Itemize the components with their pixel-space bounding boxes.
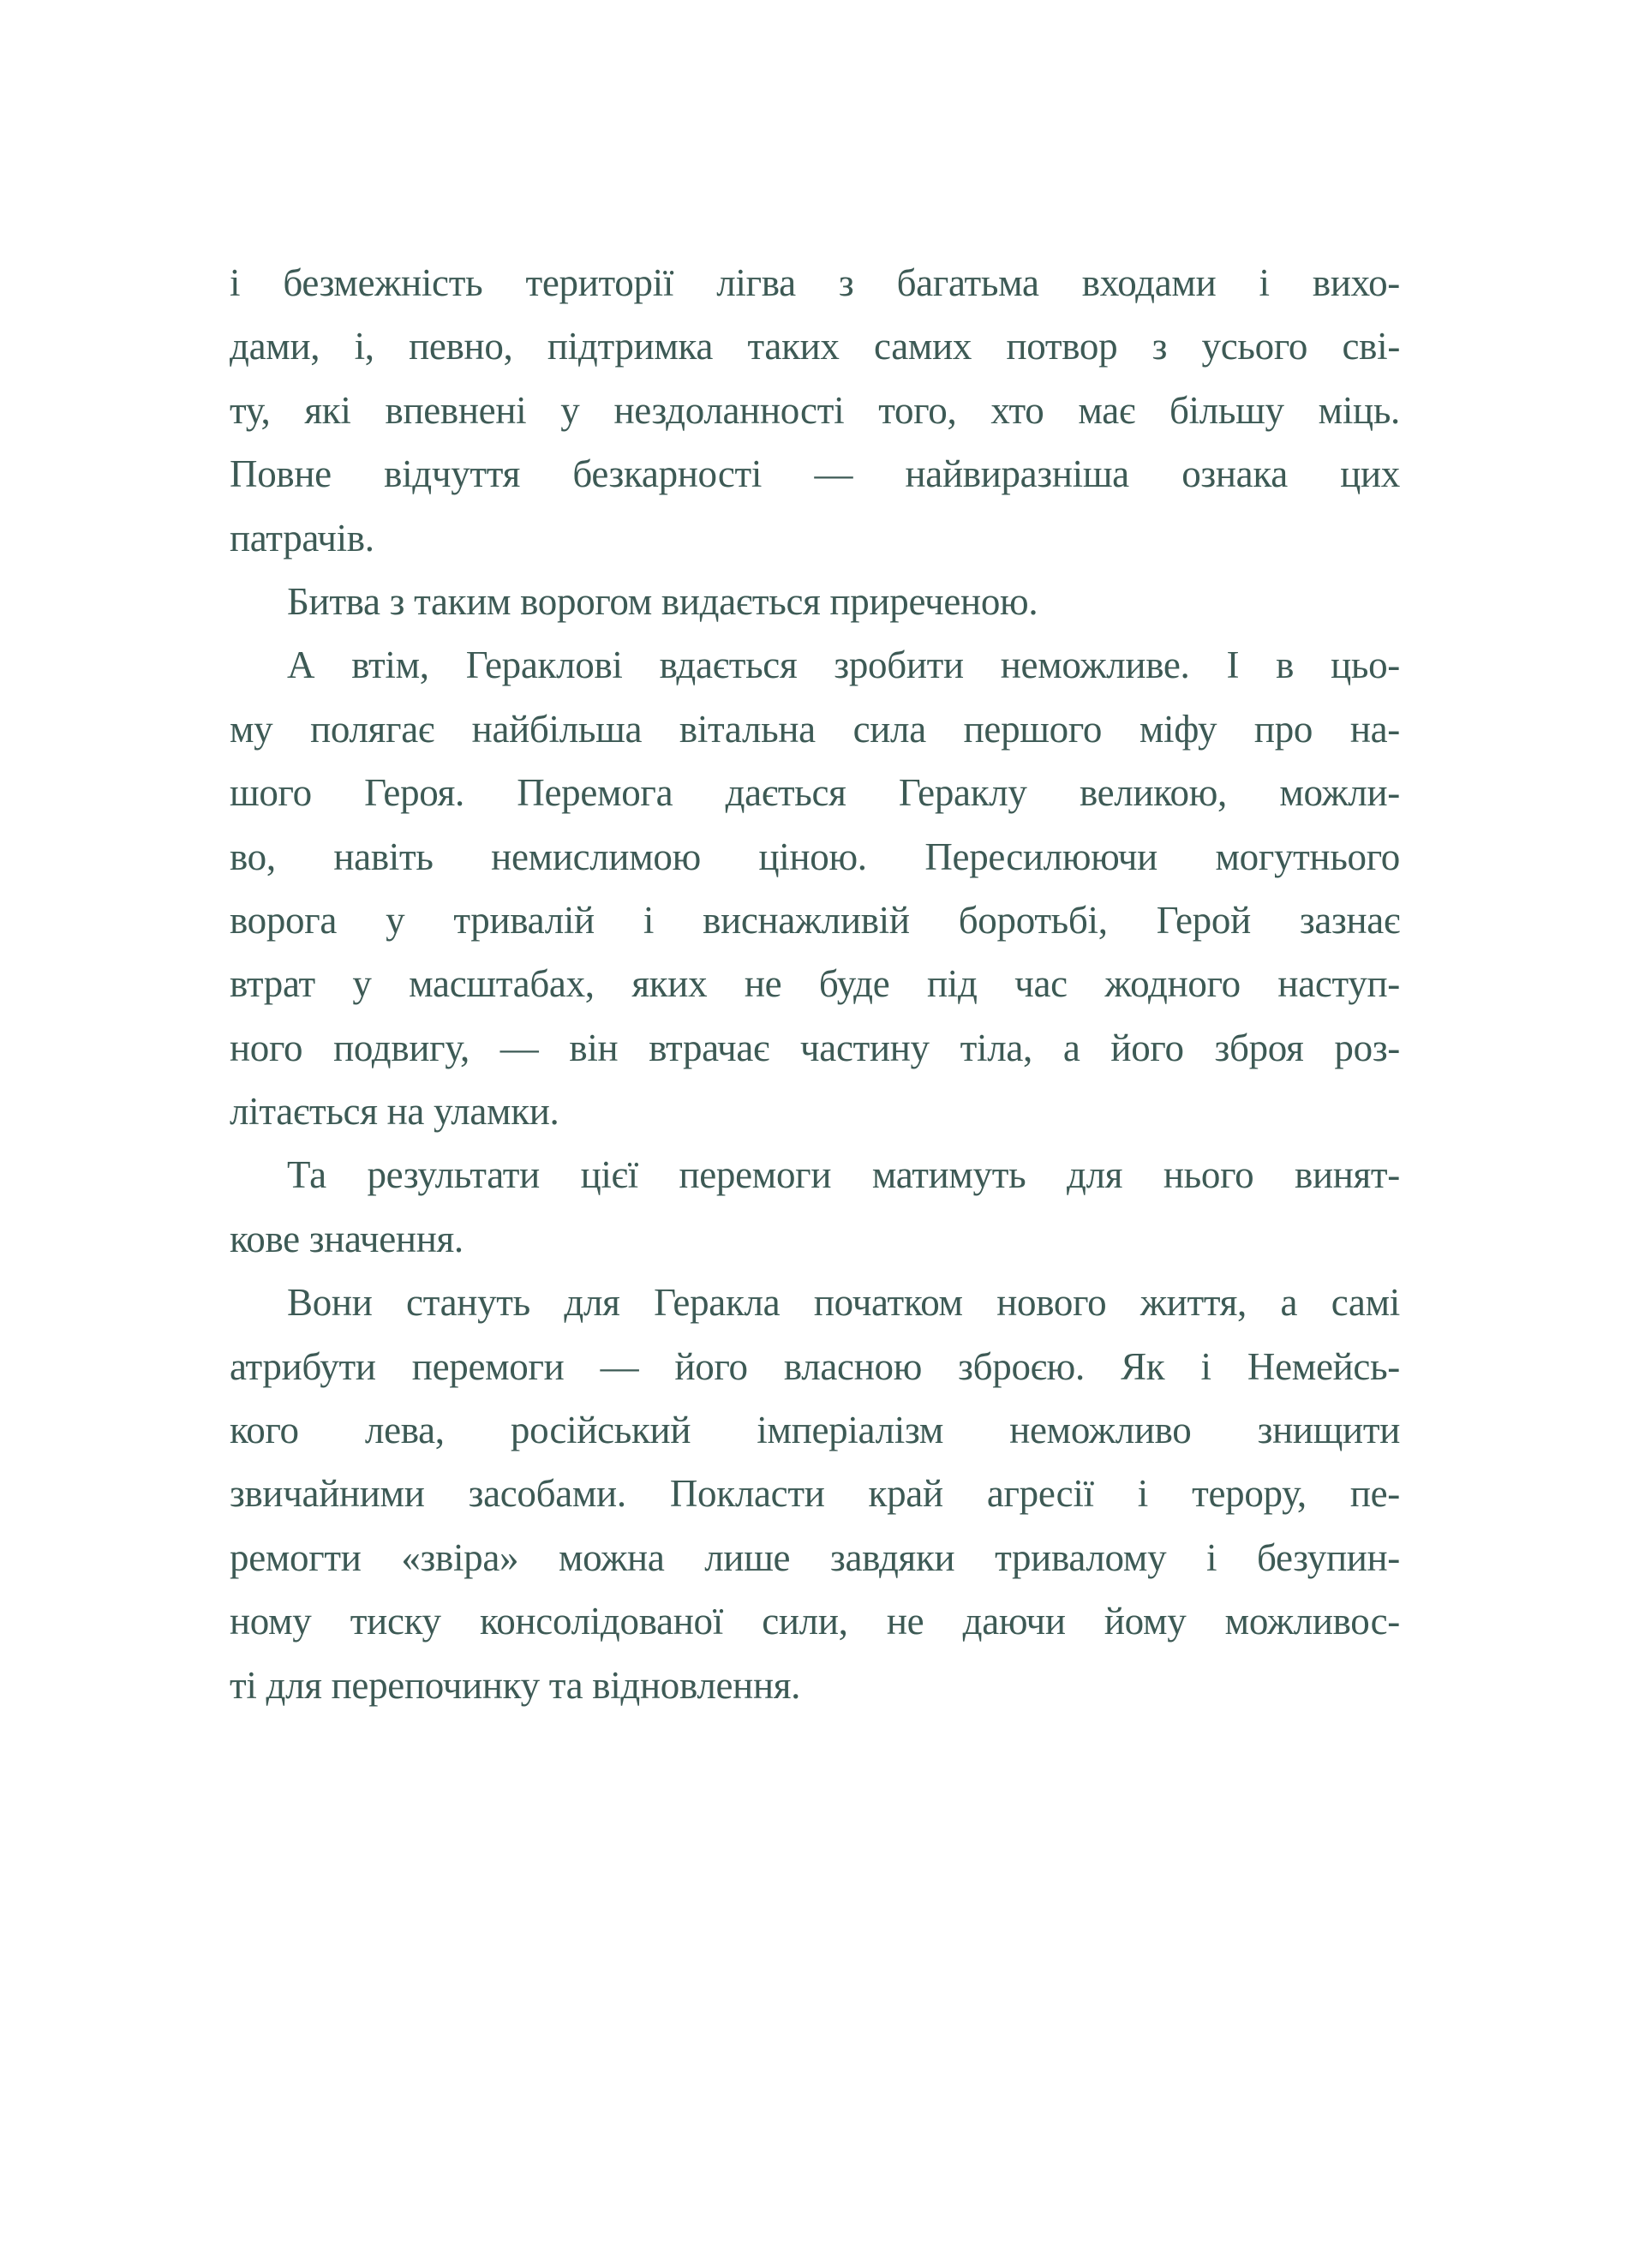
paragraph-4: [230, 1143, 1400, 1271]
text-line: патрачів.: [230, 516, 374, 560]
text-line: і безмежність території лігва з багатьма входами і вихо-: [230, 261, 1400, 304]
text-line: ті для перепочинку та відновлення.: [230, 1663, 801, 1707]
text-line: звичайними засобами. Покласти край агресії і терору, пе-: [230, 1472, 1400, 1516]
text-line: ремогти «звіра» можна лише завдяки тривалому і безупин-: [230, 1535, 1400, 1579]
text-line: Вони стануть для Геракла початком нового життя, а самі: [287, 1281, 1400, 1325]
paragraph-3: [230, 633, 1400, 1143]
text-line: ту, які впевнені у нездоланності того, хто має більшу міць.: [230, 388, 1400, 432]
text-line: ному тиску консолідованої сили, не даючи йому можливос-: [230, 1600, 1400, 1643]
text-line: Та результати цієї перемоги матимуть для нього винят-: [287, 1153, 1400, 1197]
text-line: ворога у тривалій і виснажливій боротьбі, Герой зазнає: [230, 898, 1400, 942]
text-line: дами, і, певно, підтримка таких самих потвор з усього сві-: [230, 325, 1400, 368]
text-line: атрибути перемоги — його власною зброєю. Як і Немейсь-: [230, 1344, 1400, 1388]
text-line: літається на уламки.: [230, 1090, 559, 1134]
text-line: кого лева, російський імперіалізм неможливо знищити: [230, 1409, 1400, 1452]
text-line: Битва з таким ворогом видається приреченою.: [287, 579, 1038, 623]
paragraph-5: [230, 1271, 1400, 1717]
body-text: [230, 251, 1400, 1717]
text-line: А втім, Гераклові вдається зробити неможливе. І в цьо-: [287, 643, 1400, 687]
text-line: кове значення.: [230, 1217, 464, 1260]
text-line: Повне відчуття безкарності — найвиразніша ознака цих: [230, 452, 1400, 496]
paragraph-2: [230, 570, 1400, 633]
paragraph-1: [230, 251, 1400, 570]
text-line: втрат у масштабах, яких не буде під час жодного наступ-: [230, 962, 1400, 1006]
text-line: шого Героя. Перемога дається Гераклу великою, можли-: [230, 771, 1400, 815]
text-line: му полягає найбільша вітальна сила першого міфу про на-: [230, 707, 1400, 751]
text-line: ного подвигу, — він втрачає частину тіла, а його зброя роз-: [230, 1026, 1400, 1069]
text-line: во, навіть немислимою ціною. Пересилюючи могутнього: [230, 835, 1400, 878]
